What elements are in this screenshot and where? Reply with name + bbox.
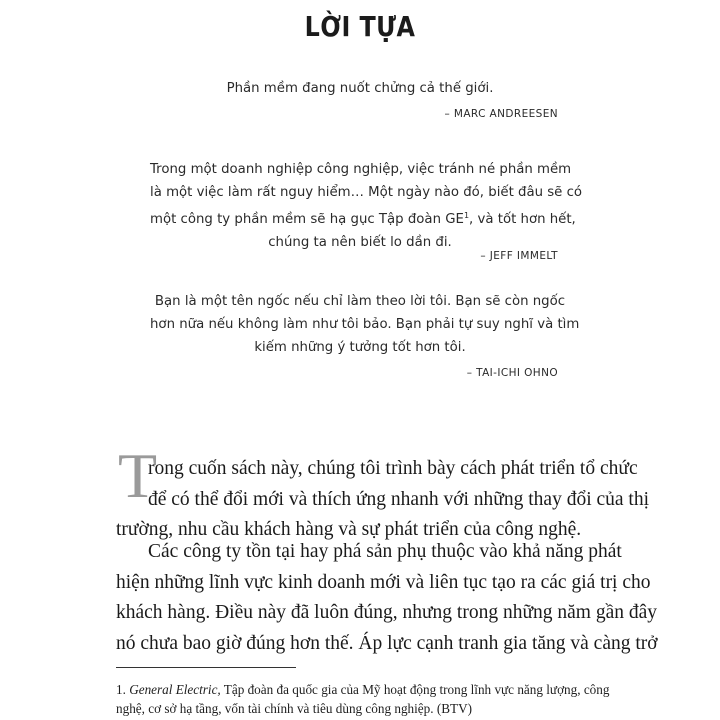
footnote-italic: General Electric, — [129, 682, 221, 697]
epigraph-2-line-3-a: một công ty phần mềm sẽ hạ gục Tập đoàn GE — [150, 212, 464, 227]
epigraph-3-line-3: kiếm những ý tưởng tốt hơn tôi. — [254, 340, 466, 355]
epigraph-3-line-2: hơn nữa nếu không làm như tôi bảo. Bạn phải tự suy nghĩ và tìm — [150, 317, 580, 332]
body-line-5: hiện những lĩnh vực kinh doanh mới và liên tục tạo ra các giá trị cho — [116, 571, 651, 593]
body-line-7: nó chưa bao giờ đúng hơn thế. Áp lực cạnh tranh gia tăng và càng trở — [116, 632, 658, 654]
epigraph-2-line-2: là một việc làm rất nguy hiểm… Một ngày nào đó, biết đâu sẽ có — [150, 185, 583, 200]
epigraph-3 — [150, 290, 580, 359]
body-line-4: Các công ty tồn tại hay phá sản phụ thuộc vào khả năng phát — [148, 541, 622, 562]
epigraph-2-line-3-b: , và tốt hơn hết, — [469, 212, 576, 227]
body-line-3: trường, nhu cầu khách hàng và sự phát triển của công nghệ. — [116, 519, 582, 540]
epigraph-1-author: – MARC ANDREESEN — [444, 108, 558, 120]
body-paragraph-1 — [116, 454, 650, 546]
drop-cap: T — [118, 440, 158, 511]
epigraph-2-line-3 — [150, 204, 576, 231]
epigraph-3-line-1: Bạn là một tên ngốc nếu chỉ làm theo lời tôi. Bạn sẽ còn ngốc — [154, 294, 566, 309]
body-line-2: để có thể đổi mới và thích ứng nhanh với những thay đổi của thị — [148, 488, 650, 510]
footnote-rule — [116, 667, 296, 668]
epigraph-2-line-4: chúng ta nên biết lo dần đi. — [268, 235, 452, 250]
footnote-line-1 — [116, 680, 616, 699]
footnote — [116, 680, 616, 718]
epigraph-1 — [150, 77, 570, 100]
body-paragraph-2 — [116, 537, 658, 659]
chapter-title: LỜI TỰA — [304, 10, 416, 43]
epigraph-2-line-1: Trong một doanh nghiệp công nghiệp, việc tránh né phần mềm — [150, 162, 572, 177]
footnote-number: 1. — [116, 682, 126, 697]
epigraph-2 — [150, 158, 583, 254]
body-line-1: rong cuốn sách này, chúng tôi trình bày cách phát triển tổ chức — [148, 458, 638, 479]
footnote-marker: 1 — [463, 211, 470, 220]
epigraph-3-author: – TAI-ICHI OHNO — [466, 367, 558, 379]
epigraph-1-line-1: Phần mềm đang nuốt chửng cả thế giới. — [226, 81, 494, 96]
body-line-6: khách hàng. Điều này đã luôn đúng, nhưng trong những năm gần đây — [116, 602, 658, 623]
epigraph-2-author: – JEFF IMMELT — [480, 250, 558, 262]
footnote-line-2: nghệ, cơ sở hạ tầng, vốn tài chính và tiêu dùng công nghiệp. (BTV) — [116, 701, 473, 716]
footnote-text-1: Tập đoàn đa quốc gia của Mỹ hoạt động trong lĩnh vực năng lượng, công — [220, 682, 610, 697]
